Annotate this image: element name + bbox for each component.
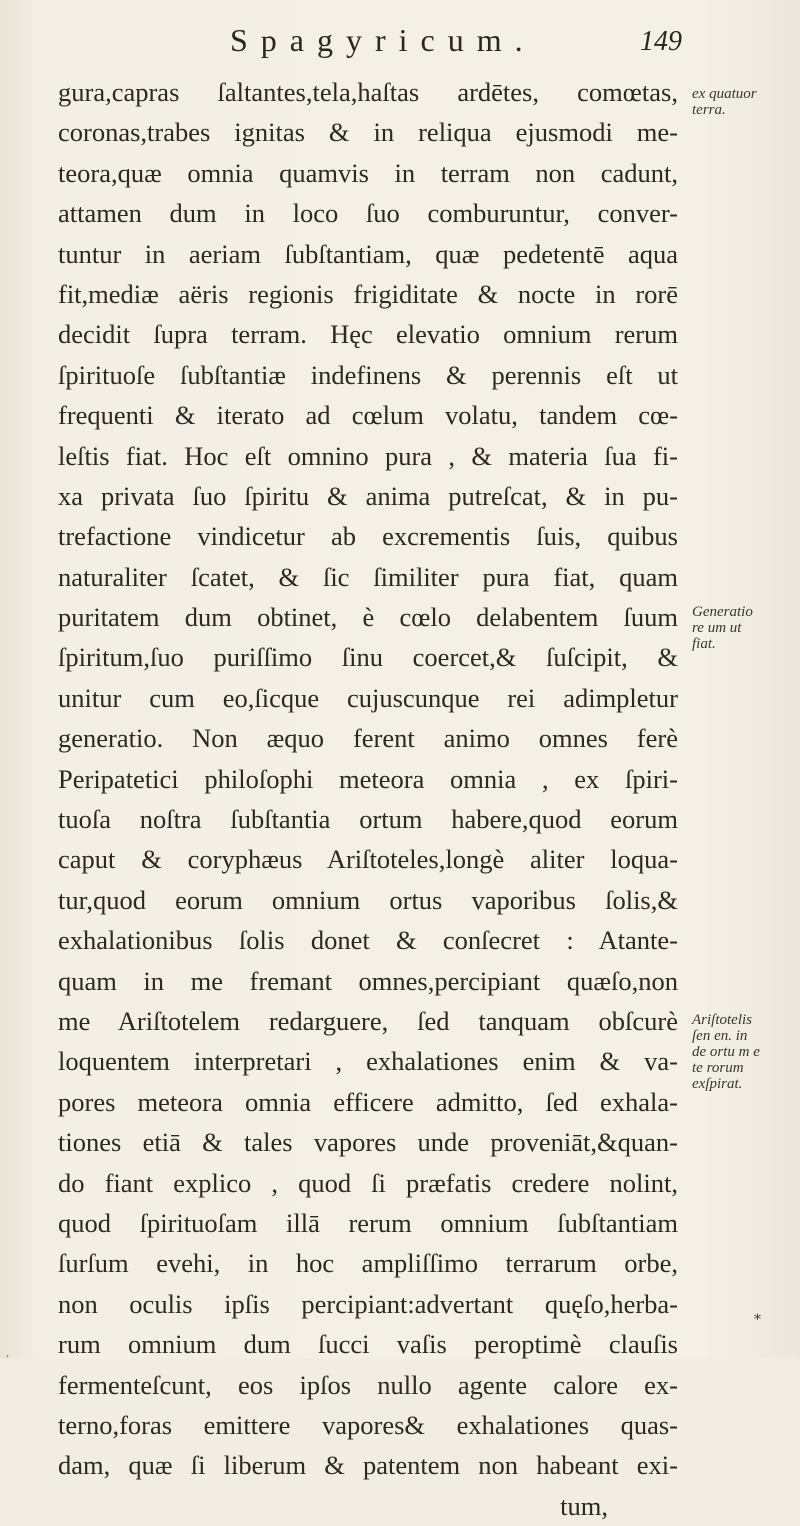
text-line: leſtis fiat. Hoc eſt omnino pura , & materia ſua fi- bbox=[58, 440, 678, 471]
text-line: rum omnium dum ſucci vaſis peroptimè clauſis bbox=[58, 1329, 678, 1360]
edge-mark: ‚ bbox=[6, 1348, 10, 1359]
text-line: fermenteſcunt, eos ipſos nullo agente calore ex- bbox=[58, 1369, 678, 1400]
text-line: tuoſa noſtra ſubſtantia ortum habere,quod eorum bbox=[58, 804, 678, 835]
margin-note-line: de ortu m e bbox=[692, 1044, 760, 1060]
margin-note-line: re um ut bbox=[692, 620, 742, 636]
margin-note-line: exſpirat. bbox=[692, 1076, 743, 1092]
text-line: quam in me fremant omnes,percipiant quæſo,non bbox=[58, 965, 678, 996]
text-line: Peripatetici philoſophi meteora omnia , ex ſpiri- bbox=[58, 763, 678, 794]
text-line: decidit ſupra terram. Hęc elevatio omnium rerum bbox=[58, 319, 678, 350]
text-line: loquentem interpretari , exhalationes enim & va- bbox=[58, 1046, 678, 1077]
text-line: caput & coryphæus Ariſtoteles,longè aliter loqua- bbox=[58, 844, 678, 875]
text-line: tiones etiā & tales vapores unde proveniāt,&quan- bbox=[58, 1127, 678, 1158]
margin-note-line: ex quatuor bbox=[692, 86, 757, 102]
text-line: tuntur in aeriam ſubſtantiam, quæ pedetentē aqua bbox=[58, 238, 678, 269]
margin-note-2 bbox=[692, 604, 796, 652]
margin-note-line: Ariſtotelis bbox=[692, 1012, 752, 1028]
text-line: naturaliter ſcatet, & ſic ſimiliter pura fiat, quam bbox=[58, 561, 678, 592]
text-line: exhalationibus ſolis donet & conſecret : Atante- bbox=[58, 925, 678, 956]
text-line: tur,quod eorum omnium ortus vaporibus ſolis,& bbox=[58, 884, 678, 915]
text-line: generatio. Non æquo ferent animo omnes ferè bbox=[58, 723, 678, 754]
text-line: quod ſpirituoſam illā rerum omnium ſubſtantiam bbox=[58, 1207, 678, 1238]
text-line: gura,capras ſaltantes,tela,haſtas ardētes, comœtas, bbox=[58, 77, 678, 107]
margin-note-line: Generatio bbox=[692, 604, 753, 620]
margin-note-1 bbox=[692, 86, 796, 118]
text-line: frequenti & iterato ad cœlum volatu, tandem cœ- bbox=[58, 400, 678, 431]
margin-note-3 bbox=[692, 1012, 796, 1092]
text-line: attamen dum in loco ſuo comburuntur, conver- bbox=[58, 198, 678, 229]
text-line: dam, quæ ſi liberum & patentem non habeant exi- bbox=[58, 1450, 678, 1481]
page-number: 149 bbox=[640, 26, 682, 57]
text-line: coronas,trabes ignitas & in reliqua ejusmodi me- bbox=[58, 117, 678, 148]
running-title: Spagyricum. bbox=[230, 22, 536, 58]
text-line: terno,foras emittere vapores& exhalationes quas- bbox=[58, 1409, 678, 1440]
margin-note-line: terra. bbox=[692, 102, 726, 118]
margin-note-line: te rorum bbox=[692, 1060, 744, 1076]
text-line: non oculis ipſis percipiant:advertant quęſo,herba- bbox=[58, 1288, 678, 1319]
text-line-catchword: tum, bbox=[560, 1490, 608, 1521]
running-head bbox=[0, 16, 800, 66]
text-line: me Ariſtotelem redarguere, ſed tanquam obſcurè bbox=[58, 1005, 678, 1036]
text-line: teora,quæ omnia quamvis in terram non cadunt, bbox=[58, 157, 678, 188]
margin-note-line: ſen en. in bbox=[692, 1028, 748, 1044]
text-line: puritatem dum obtinet, è cœlo delabentem ſuum bbox=[58, 602, 678, 633]
text-line: ſpiritum,ſuo puriſſimo ſinu coercet,& ſuſcipit, & bbox=[58, 642, 678, 673]
text-line: pores meteora omnia efficere admitto, ſed exhala- bbox=[58, 1086, 678, 1117]
margin-ornament: * bbox=[754, 1312, 761, 1328]
text-line: do fiant explico , quod ſi præfatis credere nolint, bbox=[58, 1167, 678, 1198]
text-line: ſurſum evehi, in hoc ampliſſimo terrarum orbe, bbox=[58, 1248, 678, 1279]
margin-note-line: fiat. bbox=[692, 636, 716, 652]
text-line: fit,mediæ aëris regionis frigiditate & nocte in rorē bbox=[58, 278, 678, 309]
text-line: trefactione vindicetur ab excrementis ſuis, quibus bbox=[58, 521, 678, 552]
text-line: unitur cum eo,ſicque cujuscunque rei adimpletur bbox=[58, 682, 678, 713]
text-line: xa privata ſuo ſpiritu & anima putreſcat, & in pu- bbox=[58, 480, 678, 511]
text-line: ſpirituoſe ſubſtantiæ indefinens & perennis eſt ut bbox=[58, 359, 678, 390]
body-text bbox=[58, 72, 678, 1526]
